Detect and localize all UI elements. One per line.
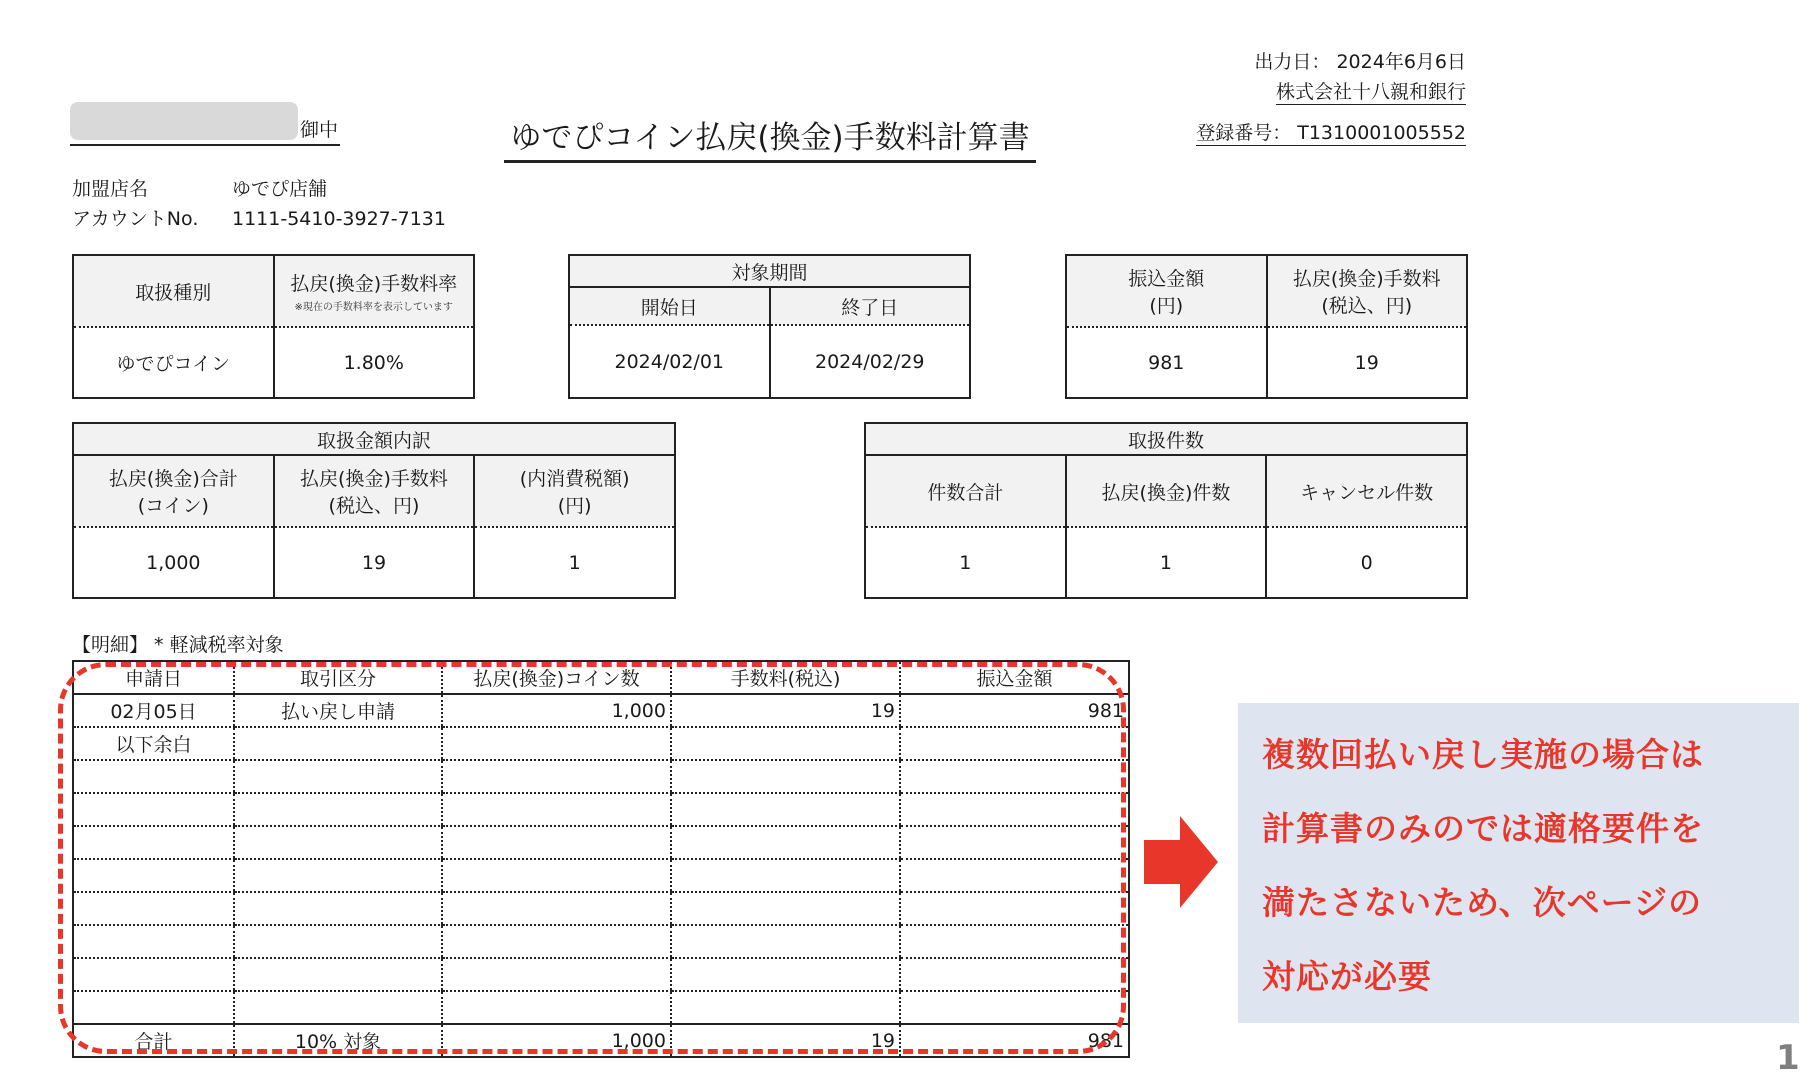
detail-header-row [73,661,1129,694]
callout-line-3: 満たさないため、次ページの [1262,883,1703,922]
period-start-value: 2024/02/01 [569,325,770,398]
rate-col1-value: ゆでぴコイン [73,327,274,398]
merchant-name-value: ゆでぴ店舗 [232,178,328,200]
count-h1: 件数合計 [865,455,1066,527]
period-table [568,254,971,399]
period-end-value: 2024/02/29 [770,325,971,398]
registration-number: 登録番号： T1310001005552 [1196,118,1466,146]
callout-note [1238,703,1799,1023]
merchant-name-row [72,174,327,201]
rate-note: ※現在の手数料率を表示しています [294,302,453,313]
table-row: 02月05日 払い戻し申請 1,000 19 981 [73,694,1129,727]
amount-table [1065,254,1468,399]
table-row-empty [73,958,1129,991]
callout-line-4: 対応が必要 [1262,957,1432,996]
detail-label: 【明細】 * 軽減税率対象 [72,634,284,656]
table-row-empty [73,793,1129,826]
addressee-suffix: 御中 [299,119,338,141]
count-v3: 0 [1266,527,1467,598]
table-row-empty [73,859,1129,892]
breakdown-table [72,422,676,599]
page-number: 1 [1776,1038,1800,1078]
transfer-amount-value: 981 [1066,327,1267,398]
period-end-label: 終了日 [770,287,971,325]
addressee-field [70,100,340,146]
detail-table [72,660,1130,1058]
breakdown-h3: (内消費税額) (円) [474,455,675,527]
rate-col2-value: 1.80% [274,327,475,398]
table-row: 以下余白 [73,727,1129,760]
detail-header-date: 申請日 [73,661,234,694]
detail-header-coins: 払戻(換金)コイン数 [442,661,671,694]
detail-total-row: 合計 10% 対象 1,000 19 981 [73,1024,1129,1057]
breakdown-title: 取扱金額内訳 [73,423,675,455]
breakdown-h2: 払戻(換金)手数料 (税込、円) [274,455,475,527]
account-row [72,204,446,231]
bank-name: 株式会社十八親和銀行 [1276,77,1466,105]
detail-header-transfer: 振込金額 [900,661,1129,694]
period-start-label: 開始日 [569,287,770,325]
count-v2: 1 [1066,527,1267,598]
table-row-empty [73,892,1129,925]
breakdown-v2: 19 [274,527,475,598]
merchant-name-label: 加盟店名 [72,178,149,200]
callout-line-1: 複数回払い戻し実施の場合は [1262,735,1704,774]
fee-header: 払戻(換金)手数料 (税込、円) [1267,255,1468,327]
table-row-empty [73,826,1129,859]
count-title: 取扱件数 [865,423,1467,455]
account-value: 1111-5410-3927-7131 [232,208,446,230]
table-row-empty [73,991,1129,1024]
count-h2: 払戻(換金)件数 [1066,455,1267,527]
breakdown-v1: 1,000 [73,527,274,598]
count-v1: 1 [865,527,1066,598]
breakdown-h1: 払戻(換金)合計 (コイン) [73,455,274,527]
count-h3: キャンセル件数 [1266,455,1467,527]
detail-header-fee: 手数料(税込) [671,661,900,694]
callout-line-2: 計算書のみのでは適格要件を [1262,809,1704,848]
table-row-empty [73,760,1129,793]
redacted-name [70,102,298,140]
table-row-empty [73,925,1129,958]
rate-col1-header: 取扱種別 [73,255,274,327]
fee-value: 19 [1267,327,1468,398]
rate-col2-header: 払戻(換金)手数料率 ※現在の手数料率を表示しています [274,255,475,327]
breakdown-v3: 1 [474,527,675,598]
output-date: 出力日： 2024年6月6日 [1254,51,1466,73]
arrow-right-icon [1144,816,1218,908]
account-label: アカウントNo. [72,208,199,230]
rate-table [72,254,475,399]
period-title: 対象期間 [569,255,970,287]
detail-header-type: 取引区分 [234,661,442,694]
document-title: ゆでぴコイン払戻(換金)手数料計算書 [504,118,1036,163]
count-table [864,422,1468,599]
transfer-amount-header: 振込金額 (円) [1066,255,1267,327]
